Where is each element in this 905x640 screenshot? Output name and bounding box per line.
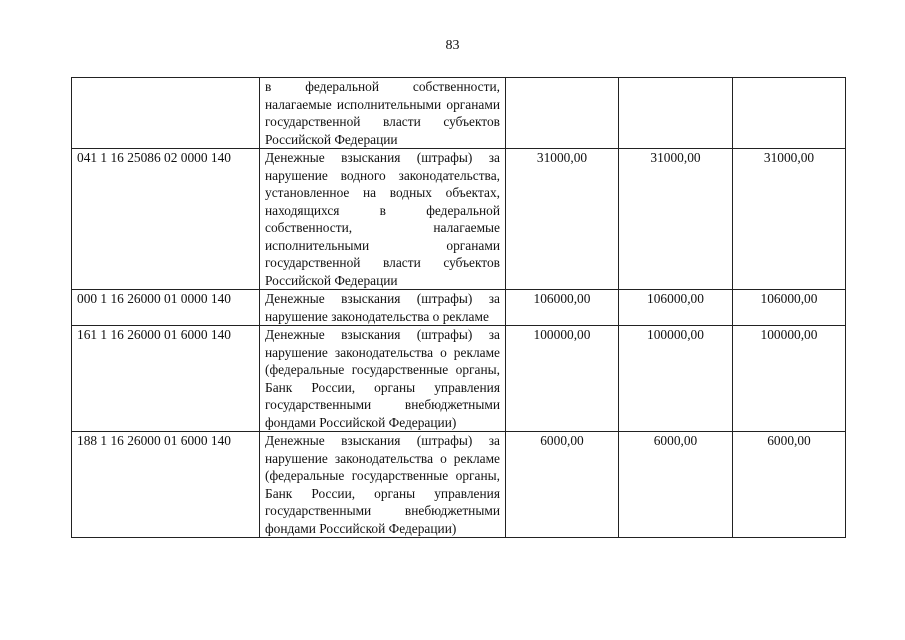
amount-cell-2: 6000,00 bbox=[619, 432, 733, 538]
amount-cell-2: 100000,00 bbox=[619, 326, 733, 432]
description-cell: Денежные взыскания (штрафы) за нарушение законодательства о рекламе (федеральные государственные органы, Банк России, органы управления государственными внебюджетными фондами Российской Федерации) bbox=[260, 432, 506, 538]
budget-code-cell: 161 1 16 26000 01 6000 140 bbox=[72, 326, 260, 432]
page-number: 83 bbox=[445, 38, 460, 53]
budget-code-cell bbox=[72, 78, 260, 149]
description-cell: Денежные взыскания (штрафы) за нарушение законодательства о рекламе bbox=[260, 290, 506, 326]
description-cell: в федеральной собственности, налагаемые исполнительными органами государственной власти субъектов Российской Федерации bbox=[260, 78, 506, 149]
amount-cell-3: 106000,00 bbox=[733, 290, 846, 326]
amount-cell-2: 31000,00 bbox=[619, 149, 733, 290]
amount-cell-1: 6000,00 bbox=[506, 432, 619, 538]
description-cell: Денежные взыскания (штрафы) за нарушение водного законодательства, установленное на водных объектах, находящихся в федеральной собственности, налагаемые исполнительными органами государственной власти субъектов Российской Федерации bbox=[260, 149, 506, 290]
table-row bbox=[72, 149, 846, 290]
amount-cell-3: 100000,00 bbox=[733, 326, 846, 432]
amount-cell-1: 106000,00 bbox=[506, 290, 619, 326]
amount-cell-1 bbox=[506, 78, 619, 149]
amount-cell-2: 106000,00 bbox=[619, 290, 733, 326]
table-row bbox=[72, 432, 846, 538]
amount-cell-3: 31000,00 bbox=[733, 149, 846, 290]
budget-code-cell: 000 1 16 26000 01 0000 140 bbox=[72, 290, 260, 326]
amount-cell-1: 31000,00 bbox=[506, 149, 619, 290]
description-cell: Денежные взыскания (штрафы) за нарушение законодательства о рекламе (федеральные государственные органы, Банк России, органы управления государственными внебюджетными фондами Российской Федерации) bbox=[260, 326, 506, 432]
amount-cell-3 bbox=[733, 78, 846, 149]
table-row bbox=[72, 326, 846, 432]
amount-cell-3: 6000,00 bbox=[733, 432, 846, 538]
table-row bbox=[72, 290, 846, 326]
amount-cell-1: 100000,00 bbox=[506, 326, 619, 432]
amount-cell-2 bbox=[619, 78, 733, 149]
budget-table bbox=[71, 77, 846, 538]
budget-code-cell: 041 1 16 25086 02 0000 140 bbox=[72, 149, 260, 290]
budget-code-cell: 188 1 16 26000 01 6000 140 bbox=[72, 432, 260, 538]
table-row bbox=[72, 78, 846, 149]
